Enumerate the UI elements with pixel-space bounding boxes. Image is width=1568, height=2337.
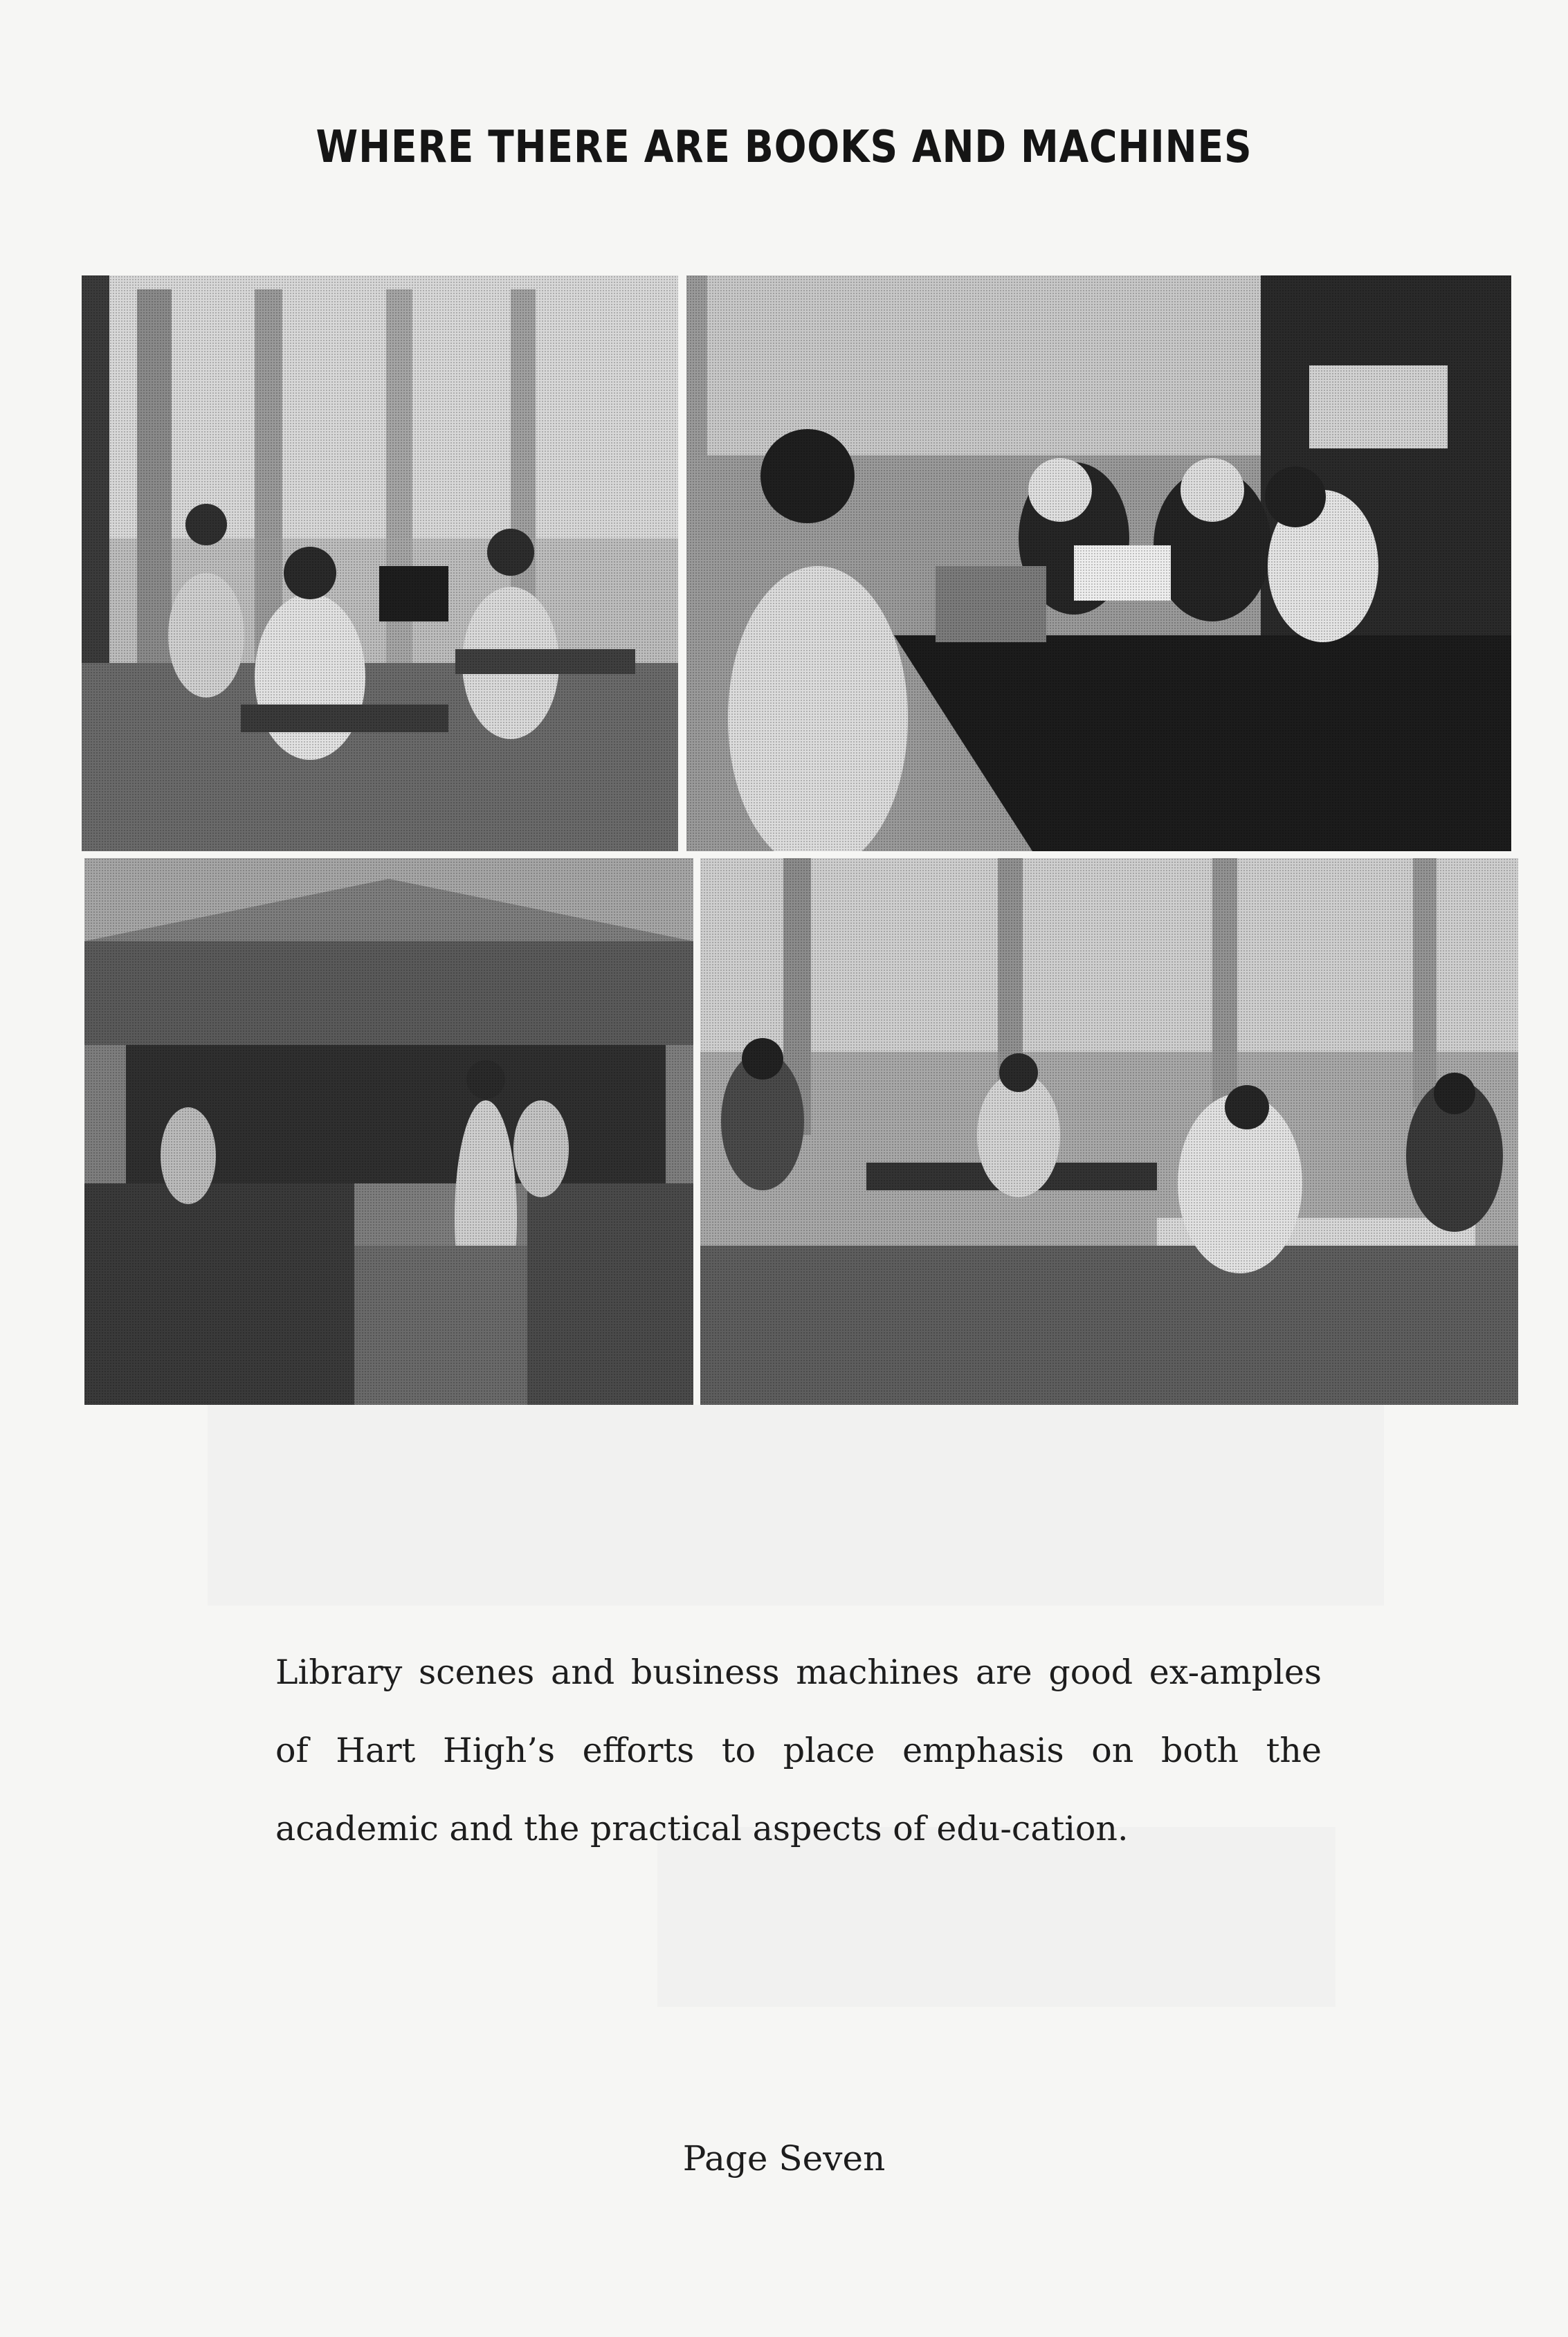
page-title: WHERE THERE ARE BOOKS AND MACHINES <box>316 122 1252 173</box>
bleed-through-shadow <box>208 1405 1384 1606</box>
photo-library-desk <box>84 858 693 1405</box>
photo-reading-tables <box>700 858 1518 1405</box>
page-number: Page Seven <box>682 2138 886 2179</box>
photo-typewriter-table <box>686 275 1511 851</box>
photo-typing-class <box>82 275 678 851</box>
caption-paragraph: Library scenes and business machines are good ex-amples of Hart High’s efforts to place emphasis on both the academic and the practical aspects of edu-cation. <box>275 1653 1322 1848</box>
